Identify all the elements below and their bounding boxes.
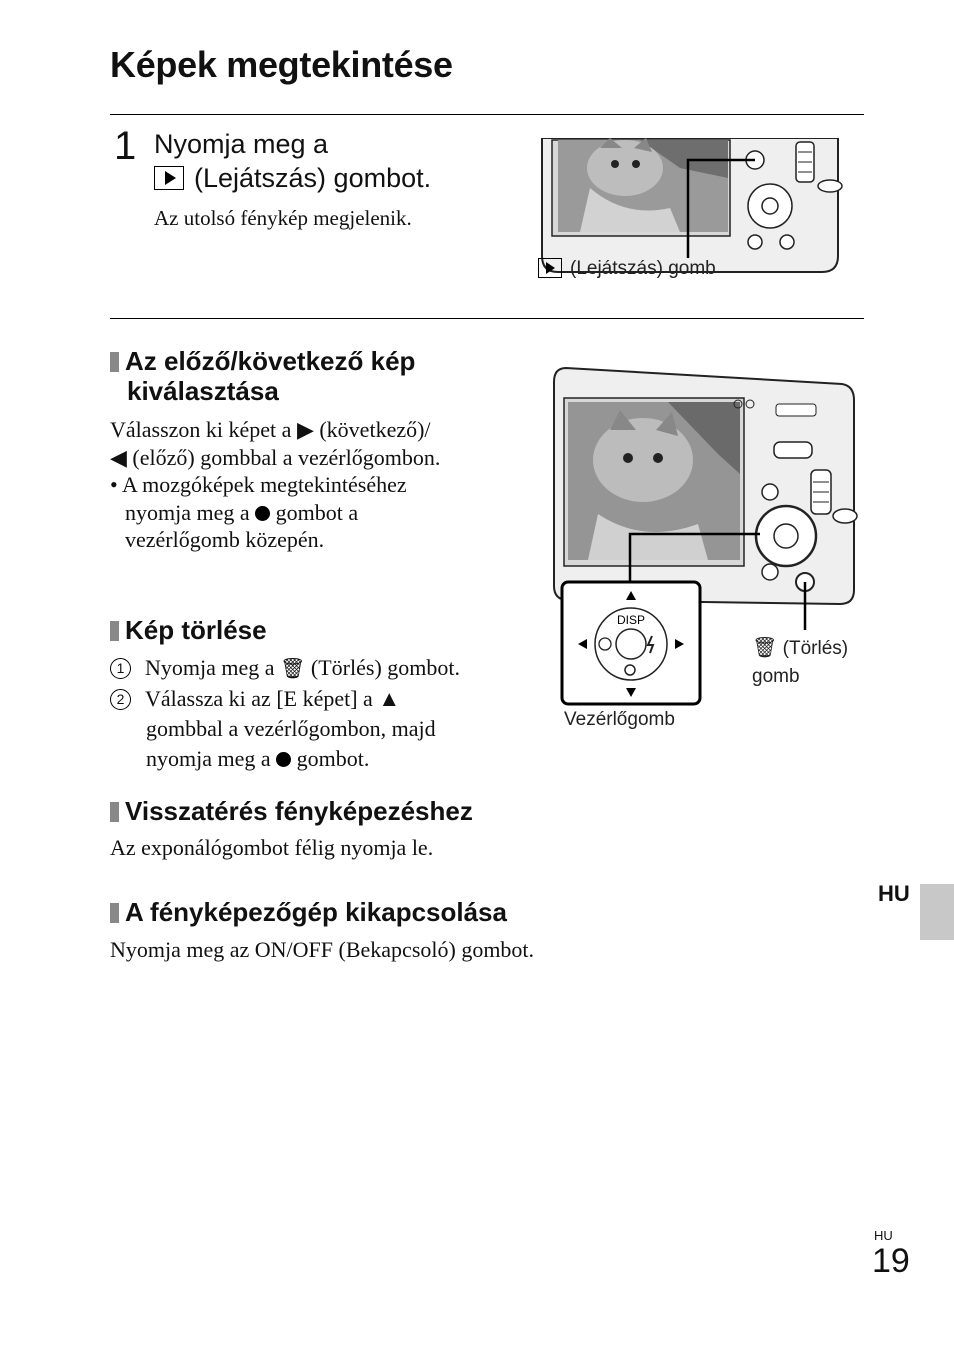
section-marker-icon	[110, 621, 119, 641]
select-bullet-line1: • A mozgóképek megtekintéséhez	[110, 472, 407, 497]
power-off-text: Nyomja meg az ON/OFF (Bekapcsoló) gombot.	[110, 937, 535, 962]
heading-power-off	[110, 897, 507, 927]
language-tab-marker	[920, 884, 954, 940]
page-title: Képek megtekintése	[110, 44, 453, 85]
left-arrow-icon: ◀	[110, 444, 127, 470]
section-marker-icon	[110, 802, 119, 822]
heading-select-line2: kiválasztása	[127, 376, 279, 406]
delete-label-line2: gomb	[752, 666, 800, 687]
language-tab-label: HU	[878, 881, 910, 906]
divider-middle	[110, 318, 864, 319]
step-number: 1	[114, 124, 137, 168]
delete-item2-line1: Válassza ki az [E képet] a ▲	[145, 686, 401, 711]
delete-steps	[110, 653, 460, 774]
step-num-2: 2	[110, 689, 131, 710]
divider-top	[110, 114, 864, 115]
select-bullet-line2b: gombot a	[275, 499, 359, 525]
return-text: Az exponálógombot félig nyomja le.	[110, 835, 434, 860]
play-button-icon	[538, 258, 562, 278]
step-num-1: 1	[110, 658, 131, 679]
select-bullet-line2a: nyomja meg a	[125, 499, 250, 525]
step1-heading	[154, 127, 431, 195]
step1-heading-line2	[154, 161, 431, 195]
camera-back-figure	[530, 138, 860, 278]
center-button-icon	[255, 506, 270, 521]
heading-select-line1: Az előző/következő kép	[125, 346, 416, 376]
delete-item1b: (Törlés) gombot.	[310, 655, 461, 680]
heading-return	[110, 796, 473, 826]
delete-item1a: Nyomja meg a	[145, 655, 275, 680]
control-button-label: Vezérlőgomb	[564, 709, 675, 730]
footer-lang: HU	[874, 1228, 893, 1243]
heading-select-image	[110, 346, 415, 406]
play-button-icon	[154, 166, 184, 190]
select-line2: (előző) gombbal a vezérlőgombon.	[132, 444, 441, 470]
delete-button-label	[752, 634, 848, 691]
delete-item2-line2: gombbal a vezérlőgombon, majd	[146, 716, 436, 741]
heading-delete-text: Kép törlése	[125, 615, 267, 645]
right-arrow-icon: ▶	[296, 417, 314, 442]
step1-heading-line2-text: (Lejátszás) gombot.	[194, 163, 432, 193]
delete-item2-line3b: gombot.	[296, 746, 370, 771]
page-number: 19	[872, 1242, 910, 1280]
trash-icon: 🗑	[280, 658, 306, 680]
step1-heading-line1: Nyomja meg a	[154, 129, 329, 159]
select-bullet-line3: vezérlőgomb közepén.	[125, 527, 325, 552]
trash-icon: 🗑	[752, 637, 778, 659]
playback-button-label-text: (Lejátszás) gomb	[570, 258, 716, 279]
playback-button-label	[538, 258, 716, 280]
select-line1b: (következő)/	[319, 417, 431, 442]
disp-label: DISP	[616, 613, 646, 627]
heading-return-text: Visszatérés fényképezéshez	[125, 796, 473, 826]
delete-label-line1: (Törlés)	[782, 638, 849, 659]
section-marker-icon	[110, 352, 119, 372]
select-line1a: Válasszon ki képet a	[110, 417, 292, 442]
heading-delete	[110, 615, 267, 645]
section-marker-icon	[110, 903, 119, 923]
delete-item2-line3a: nyomja meg a	[146, 746, 271, 771]
step1-description: Az utolsó fénykép megjelenik.	[154, 206, 412, 230]
heading-power-off-text: A fényképezőgép kikapcsolása	[125, 897, 507, 927]
select-image-text	[110, 416, 530, 554]
center-button-icon	[276, 752, 291, 767]
